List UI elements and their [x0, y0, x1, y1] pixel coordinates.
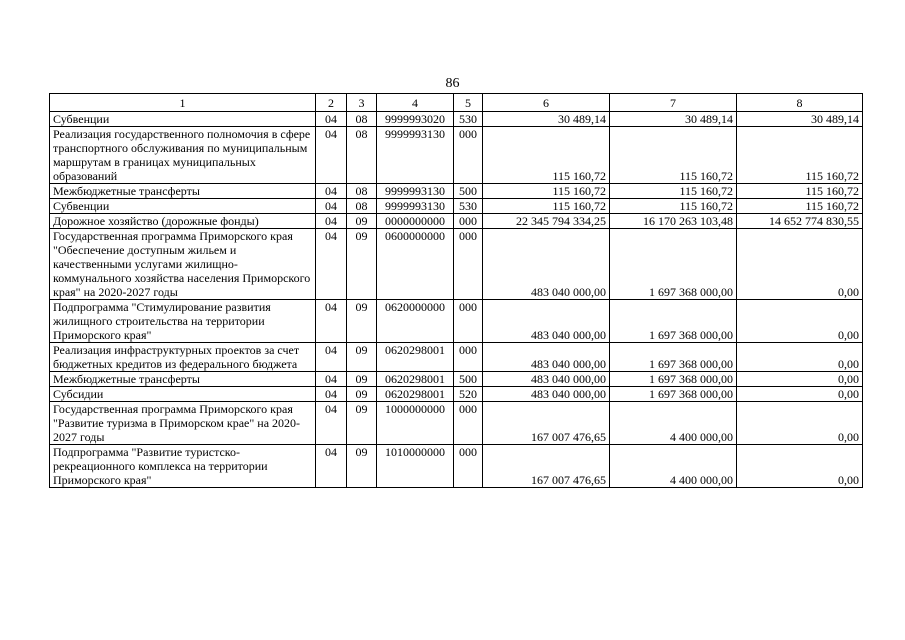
section-cell: 04 — [316, 402, 347, 445]
expense-type-cell: 000 — [454, 229, 483, 300]
amount-col7-cell: 1 697 368 000,00 — [610, 343, 737, 372]
amount-col8-cell: 115 160,72 — [737, 127, 863, 184]
amount-col8-cell: 30 489,14 — [737, 112, 863, 127]
expense-type-cell: 500 — [454, 184, 483, 199]
expense-type-cell: 000 — [454, 445, 483, 488]
section-cell: 04 — [316, 445, 347, 488]
section-cell: 04 — [316, 184, 347, 199]
amount-col6-cell: 167 007 476,65 — [483, 402, 610, 445]
table-row — [50, 214, 863, 229]
amount-col7-cell: 115 160,72 — [610, 199, 737, 214]
target-article-cell: 1000000000 — [377, 402, 454, 445]
col-header: 4 — [377, 94, 454, 112]
row-name-cell: Подпрограмма "Стимулирование развития жилищного строительства на территории Приморского края" — [50, 300, 316, 343]
target-article-cell: 9999993130 — [377, 199, 454, 214]
section-cell: 04 — [316, 343, 347, 372]
table-row — [50, 387, 863, 402]
row-name-cell: Реализация инфраструктурных проектов за счет бюджетных кредитов из федерального бюджета — [50, 343, 316, 372]
table-row — [50, 343, 863, 372]
subsection-cell: 09 — [347, 387, 377, 402]
col-header: 8 — [737, 94, 863, 112]
table-row — [50, 300, 863, 343]
col-header: 3 — [347, 94, 377, 112]
col-header: 6 — [483, 94, 610, 112]
table-row — [50, 199, 863, 214]
amount-col8-cell: 0,00 — [737, 445, 863, 488]
amount-col8-cell: 115 160,72 — [737, 184, 863, 199]
amount-col8-cell: 0,00 — [737, 387, 863, 402]
section-cell: 04 — [316, 229, 347, 300]
target-article-cell: 9999993130 — [377, 184, 454, 199]
amount-col7-cell: 4 400 000,00 — [610, 402, 737, 445]
amount-col6-cell: 483 040 000,00 — [483, 229, 610, 300]
amount-col7-cell: 1 697 368 000,00 — [610, 387, 737, 402]
subsection-cell: 09 — [347, 214, 377, 229]
target-article-cell: 9999993020 — [377, 112, 454, 127]
subsection-cell: 09 — [347, 300, 377, 343]
subsection-cell: 08 — [347, 184, 377, 199]
amount-col8-cell: 115 160,72 — [737, 199, 863, 214]
amount-col7-cell: 4 400 000,00 — [610, 445, 737, 488]
row-name-cell: Субсидии — [50, 387, 316, 402]
target-article-cell: 0620298001 — [377, 372, 454, 387]
amount-col8-cell: 0,00 — [737, 372, 863, 387]
subsection-cell: 09 — [347, 402, 377, 445]
page-number: 86 — [445, 76, 460, 91]
amount-col7-cell: 1 697 368 000,00 — [610, 300, 737, 343]
expense-type-cell: 530 — [454, 112, 483, 127]
amount-col6-cell: 483 040 000,00 — [483, 387, 610, 402]
subsection-cell: 09 — [347, 445, 377, 488]
expense-type-cell: 000 — [454, 402, 483, 445]
expense-type-cell: 000 — [454, 300, 483, 343]
row-name-cell: Государственная программа Приморского края "Обеспечение доступным жильем и качественными услугами жилищно-коммунального хозяйства населения Приморского края" на 2020-2027 годы — [50, 229, 316, 300]
row-name-cell: Субвенции — [50, 199, 316, 214]
header-row — [50, 94, 863, 112]
target-article-cell: 0620298001 — [377, 387, 454, 402]
expense-type-cell: 000 — [454, 343, 483, 372]
target-article-cell: 9999993130 — [377, 127, 454, 184]
amount-col7-cell: 115 160,72 — [610, 127, 737, 184]
section-cell: 04 — [316, 127, 347, 184]
row-name-cell: Межбюджетные трансферты — [50, 372, 316, 387]
target-article-cell: 0000000000 — [377, 214, 454, 229]
section-cell: 04 — [316, 199, 347, 214]
section-cell: 04 — [316, 214, 347, 229]
amount-col8-cell: 0,00 — [737, 343, 863, 372]
amount-col6-cell: 483 040 000,00 — [483, 300, 610, 343]
section-cell: 04 — [316, 112, 347, 127]
amount-col7-cell: 1 697 368 000,00 — [610, 229, 737, 300]
budget-table — [49, 93, 863, 488]
expense-type-cell: 000 — [454, 214, 483, 229]
expense-type-cell: 000 — [454, 127, 483, 184]
subsection-cell: 09 — [347, 229, 377, 300]
amount-col6-cell: 483 040 000,00 — [483, 343, 610, 372]
table-row — [50, 229, 863, 300]
target-article-cell: 1010000000 — [377, 445, 454, 488]
amount-col6-cell: 115 160,72 — [483, 199, 610, 214]
expense-type-cell: 520 — [454, 387, 483, 402]
table-row — [50, 402, 863, 445]
amount-col8-cell: 14 652 774 830,55 — [737, 214, 863, 229]
amount-col6-cell: 115 160,72 — [483, 127, 610, 184]
subsection-cell: 08 — [347, 127, 377, 184]
col-header: 7 — [610, 94, 737, 112]
subsection-cell: 09 — [347, 343, 377, 372]
amount-col7-cell: 16 170 263 103,48 — [610, 214, 737, 229]
amount-col8-cell: 0,00 — [737, 402, 863, 445]
table-row — [50, 372, 863, 387]
col-header: 5 — [454, 94, 483, 112]
target-article-cell: 0620298001 — [377, 343, 454, 372]
expense-type-cell: 500 — [454, 372, 483, 387]
amount-col6-cell: 22 345 794 334,25 — [483, 214, 610, 229]
amount-col6-cell: 483 040 000,00 — [483, 372, 610, 387]
amount-col6-cell: 30 489,14 — [483, 112, 610, 127]
subsection-cell: 08 — [347, 199, 377, 214]
amount-col6-cell: 115 160,72 — [483, 184, 610, 199]
amount-col8-cell: 0,00 — [737, 229, 863, 300]
amount-col6-cell: 167 007 476,65 — [483, 445, 610, 488]
expense-type-cell: 530 — [454, 199, 483, 214]
target-article-cell: 0620000000 — [377, 300, 454, 343]
row-name-cell: Реализация государственного полномочия в сфере транспортного обслуживания по муниципальным маршрутам в границах муниципальных образований — [50, 127, 316, 184]
col-header: 1 — [50, 94, 316, 112]
amount-col7-cell: 115 160,72 — [610, 184, 737, 199]
row-name-cell: Подпрограмма "Развитие туристско-рекреационного комплекса на территории Приморского края" — [50, 445, 316, 488]
subsection-cell: 09 — [347, 372, 377, 387]
section-cell: 04 — [316, 372, 347, 387]
table-row — [50, 184, 863, 199]
table-row — [50, 112, 863, 127]
amount-col7-cell: 1 697 368 000,00 — [610, 372, 737, 387]
amount-col8-cell: 0,00 — [737, 300, 863, 343]
row-name-cell: Государственная программа Приморского края "Развитие туризма в Приморском крае" на 2020-2027 годы — [50, 402, 316, 445]
row-name-cell: Межбюджетные трансферты — [50, 184, 316, 199]
col-header: 2 — [316, 94, 347, 112]
section-cell: 04 — [316, 300, 347, 343]
table-row — [50, 445, 863, 488]
table-row — [50, 127, 863, 184]
row-name-cell: Дорожное хозяйство (дорожные фонды) — [50, 214, 316, 229]
row-name-cell: Субвенции — [50, 112, 316, 127]
section-cell: 04 — [316, 387, 347, 402]
amount-col7-cell: 30 489,14 — [610, 112, 737, 127]
subsection-cell: 08 — [347, 112, 377, 127]
target-article-cell: 0600000000 — [377, 229, 454, 300]
